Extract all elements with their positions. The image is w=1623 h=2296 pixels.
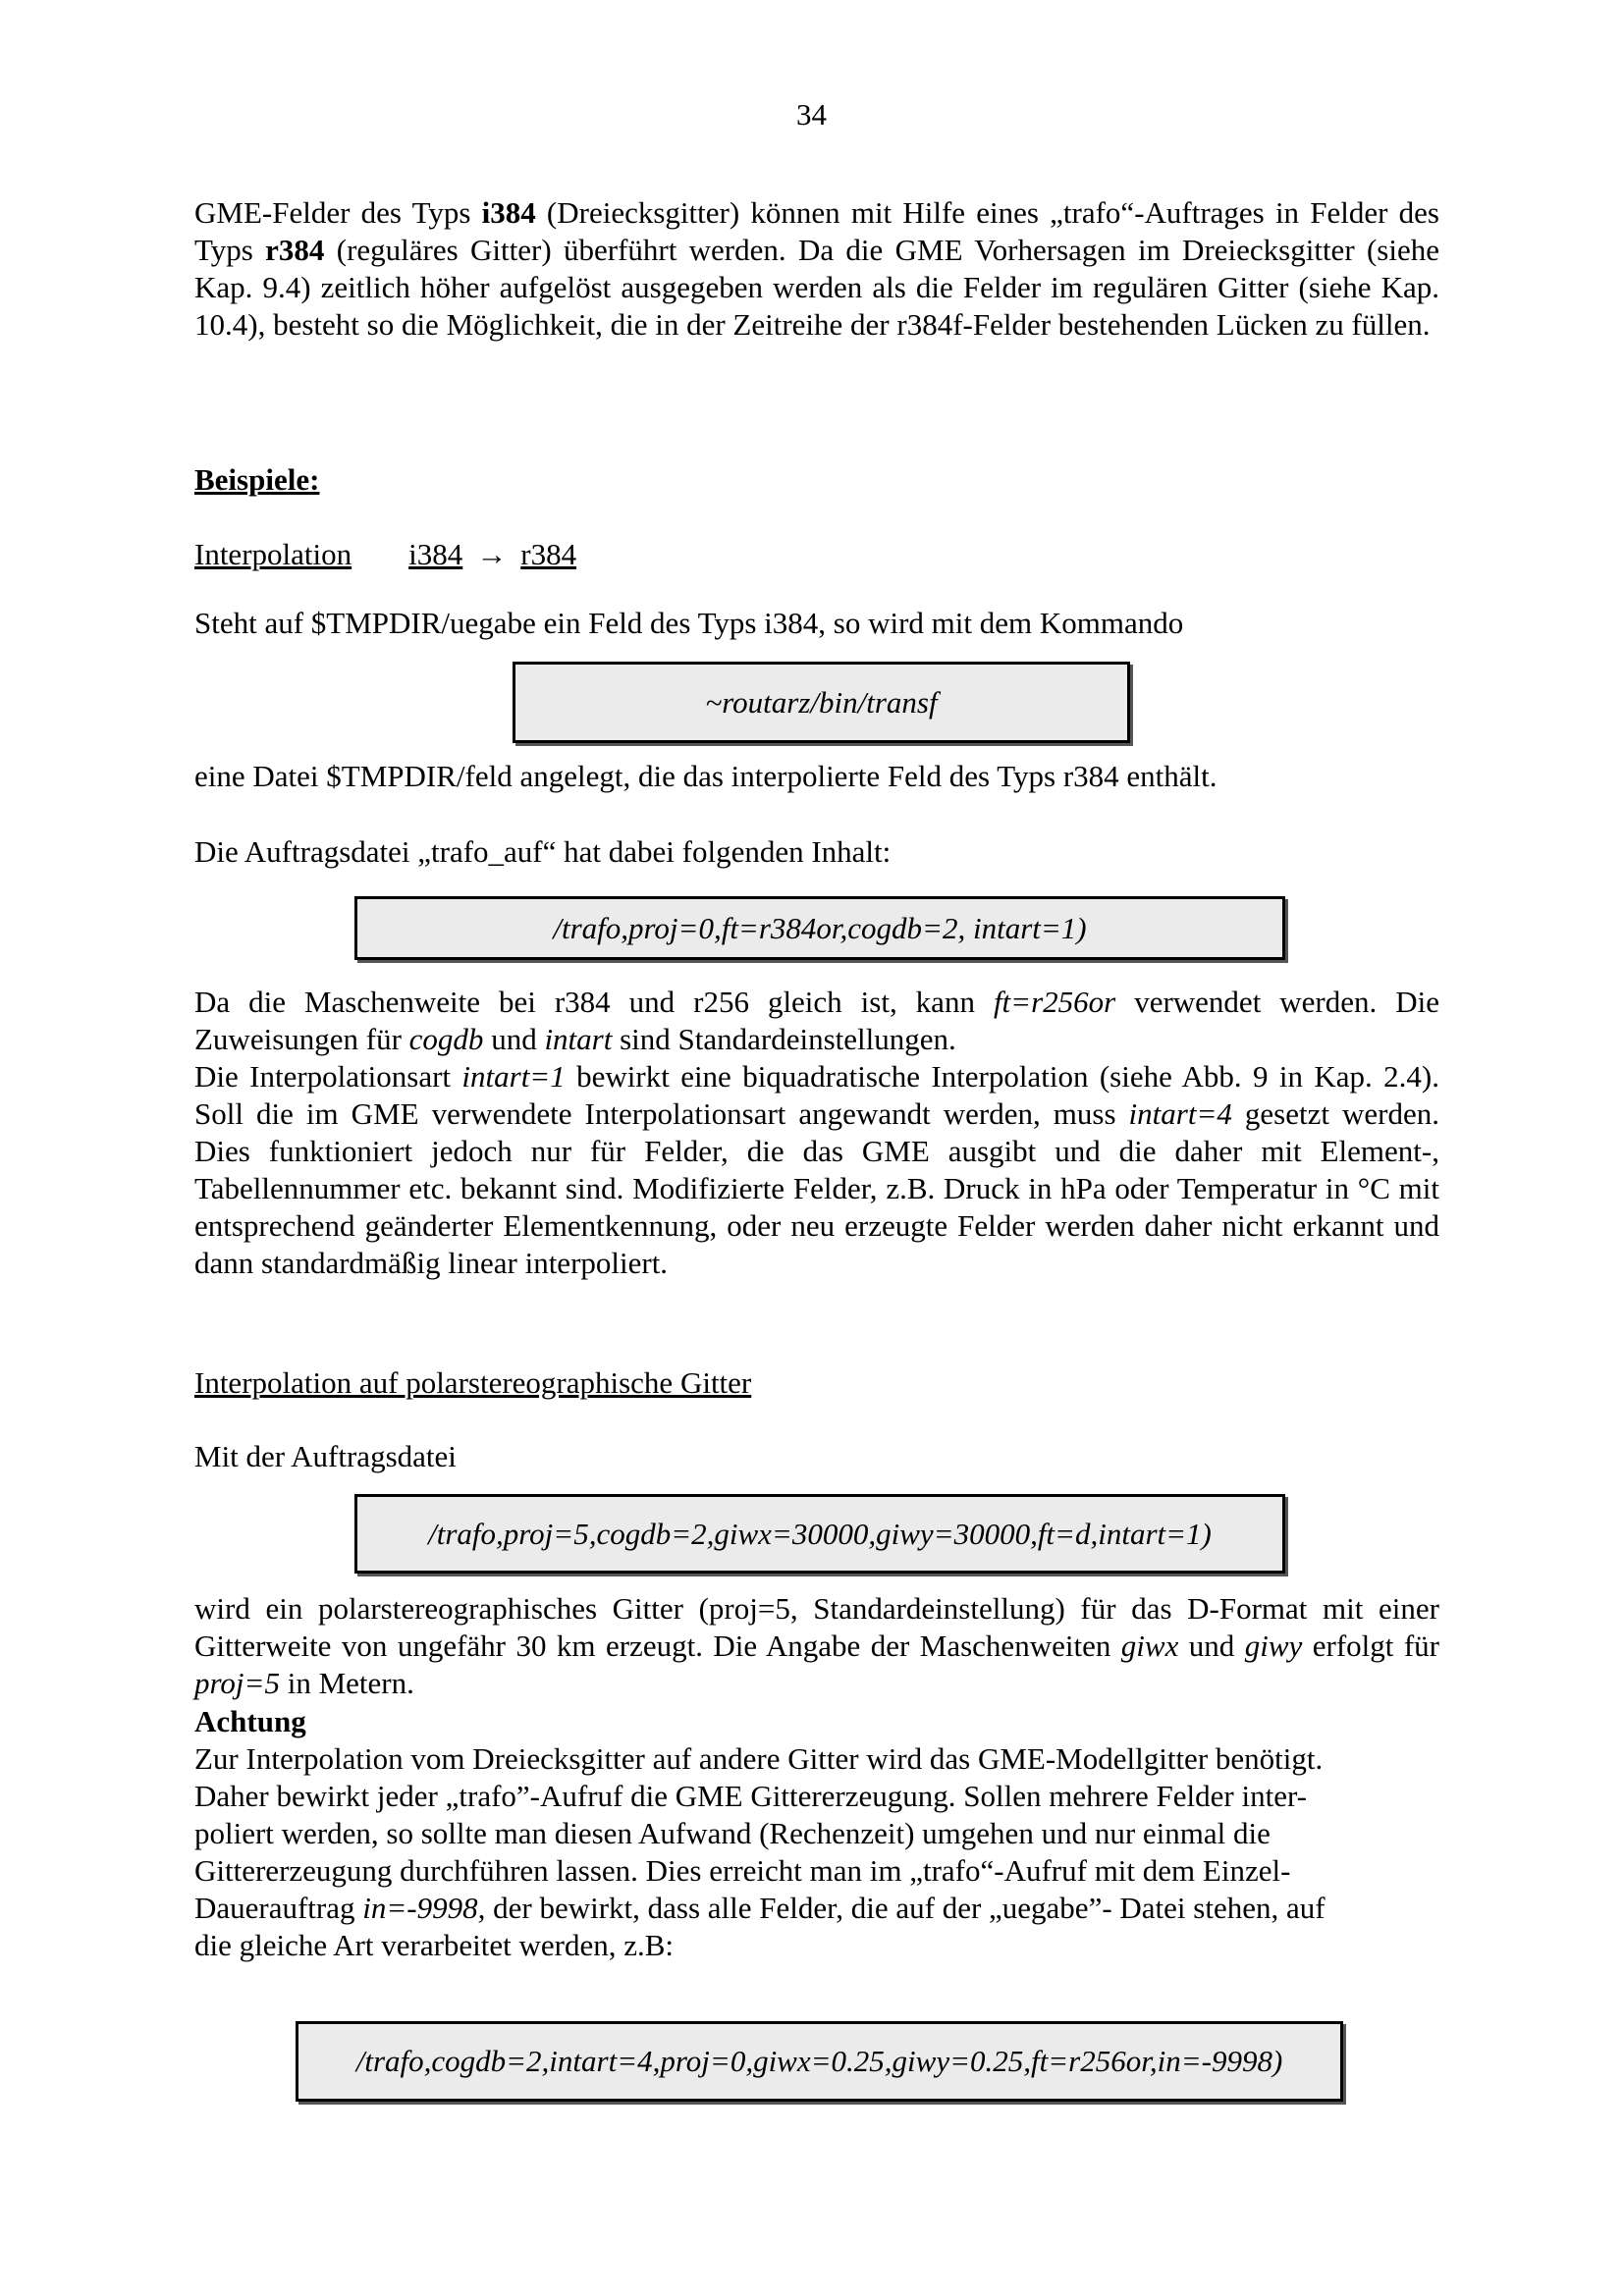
interpolation-type-paragraph: Die Interpolationsart intart=1 bewirkt eine biquadratische Interpolation (siehe Abb. 9 in Kap. 2.4). Soll die im GME verwendete Interpolationsart angewandt werden, muss intart=4 gesetzt werden. Dies funktioniert jedoch nur für Felder, die das GME ausgibt und die daher mit Element-, Tabellennummer etc. bekannt sind. Modifizierte Felder, z.B. Druck in hPa oder Temperatur in °C mit entsprechend geänderter Elementkennung, oder neu erzeugte Felder werden daher nicht erkannt und dann standardmäßig linear interpoliert.	[194, 1059, 1440, 1280]
auftrag2-intro-text: Mit der Auftragsdatei	[194, 1439, 457, 1473]
auftrag-intro-text: Die Auftragsdatei „trafo_auf“ hat dabei folgenden Inhalt:	[194, 834, 892, 869]
arrow-right-icon: →	[476, 537, 508, 571]
polar-grid-paragraph: wird ein polarstereographisches Gitter (proj=5, Standardeinstellung) für das D-Format mit einer Gitterweite von ungefähr 30 km erzeugt. Die Angabe der Maschenweiten giwx und giwy erfolgt für proj=5 in Metern.	[194, 1591, 1439, 1700]
command-box: ~routarz/bin/transf	[513, 662, 1130, 743]
achtung-label: Achtung	[194, 1704, 306, 1738]
auftrag-box-2: /trafo,proj=5,cogdb=2,giwx=30000,giwy=30000,ft=d,intart=1)	[354, 1494, 1285, 1574]
section1-heading: Interpolation i384 → r384	[194, 537, 577, 571]
type-i384: i384	[481, 195, 536, 230]
command-intro-text: Steht auf $TMPDIR/uegabe ein Feld des Typs i384, so wird mit dem Kommando	[194, 606, 1184, 640]
auftrag-box-3: /trafo,cogdb=2,intart=4,proj=0,giwx=0.25,giwy=0.25,ft=r256or,in=-9998)	[296, 2021, 1343, 2102]
section2-heading: Interpolation auf polarstereographische Gitter	[194, 1365, 752, 1400]
intro-paragraph: GME-Felder des Typs i384 (Dreiecksgitter) können mit Hilfe eines „trafo“-Auftrages in Felder des Typs r384 (reguläres Gitter) überführt werden. Da die GME Vorhersagen im Dreiecksgitter (siehe Kap. 9.4) zeitlich höher aufgelöst ausgegeben werden als die Felder im regulären Gitter (siehe Kap. 10.4), besteht so die Möglichkeit, die in der Zeitreihe der r384f-Felder bestehenden Lücken zu füllen.	[194, 195, 1439, 342]
command-result-text: eine Datei $TMPDIR/feld angelegt, die das interpolierte Feld des Typs r384 enthält.	[194, 759, 1217, 793]
page-number: 34	[796, 97, 827, 132]
examples-heading: Beispiele:	[194, 462, 320, 497]
achtung-block: Achtung Zur Interpolation vom Dreiecksgitter auf andere Gitter wird das GME-Modellgitter benötigt. Daher bewirkt jeder „trafo”-Aufruf die GME Gittererzeugung. Sollen mehrere Felder inter- poliert werden, so sollte man diesen Aufwand (Rechenzeit) umgehen und nur einmal die Gittererzeugung durchführen lassen. Dies erreicht man im „trafo“-Aufruf mit dem Einzel- Dauerauftrag in=-9998, der bewirkt, dass alle Felder, die auf der „uegabe”- Datei stehen, auf die gleiche Art verarbeitet werden, z.B:	[194, 1704, 1325, 1962]
mesh-width-paragraph: Da die Maschenweite bei r384 und r256 gleich ist, kann ft=r256or verwendet werden. Die Zuweisungen für cogdb und intart sind Standardeinstellungen.	[194, 985, 1440, 1056]
auftrag-box-1: /trafo,proj=0,ft=r384or,cogdb=2, intart=1)	[354, 896, 1285, 960]
type-r384: r384	[265, 233, 325, 267]
